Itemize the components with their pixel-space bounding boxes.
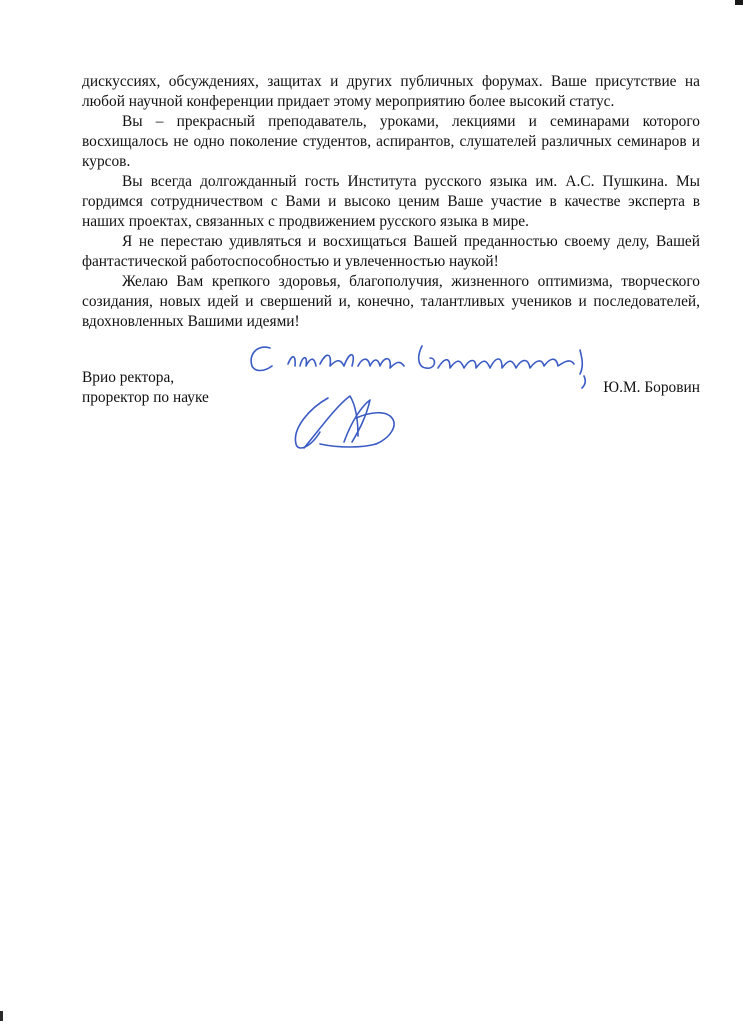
scan-edge-mark: [0, 1011, 3, 1021]
paragraph-4: Я не перестаю удивляться и восхищаться Вашей преданностью своему делу, Вашей фантастической работоспособностью и увлеченностью наукой!: [82, 233, 700, 270]
handwritten-signature: [240, 336, 610, 456]
signatory-name: Ю.М. Боровин: [603, 379, 700, 396]
signatory-title-line-2: проректор по науке: [82, 389, 209, 406]
paragraph-3: Вы всегда долгожданный гость Института русского языка им. А.С. Пушкина. Мы гордимся сотрудничеством с Вами и высоко ценим Ваше участие в качестве эксперта в наших проектах, связанных с продвижением русского языка в мире.: [82, 173, 700, 230]
paragraph-2: Вы – прекрасный преподаватель, уроками, лекциями и семинарами которого восхищалось не одно поколение студентов, аспирантов, слушателей различных семинаров и курсов.: [82, 113, 700, 170]
signatory-title-line-1: Врио ректора,: [82, 369, 175, 386]
signature-drawing: [240, 336, 610, 456]
letter-body: [82, 72, 700, 332]
signatory-title: [82, 368, 209, 408]
paragraph-5: Желаю Вам крепкого здоровья, благополучия, жизненного оптимизма, творческого созидания, новых идей и свершений и, конечно, талантливых учеников и последователей, вдохновленных Вашими идеями!: [82, 273, 700, 330]
paragraph-1: дискуссиях, обсуждениях, защитах и других публичных форумах. Ваше присутствие на любой научной конференции придает этому мероприятию более высокий статус.: [82, 73, 700, 110]
scan-corner-mark: [735, 0, 743, 5]
